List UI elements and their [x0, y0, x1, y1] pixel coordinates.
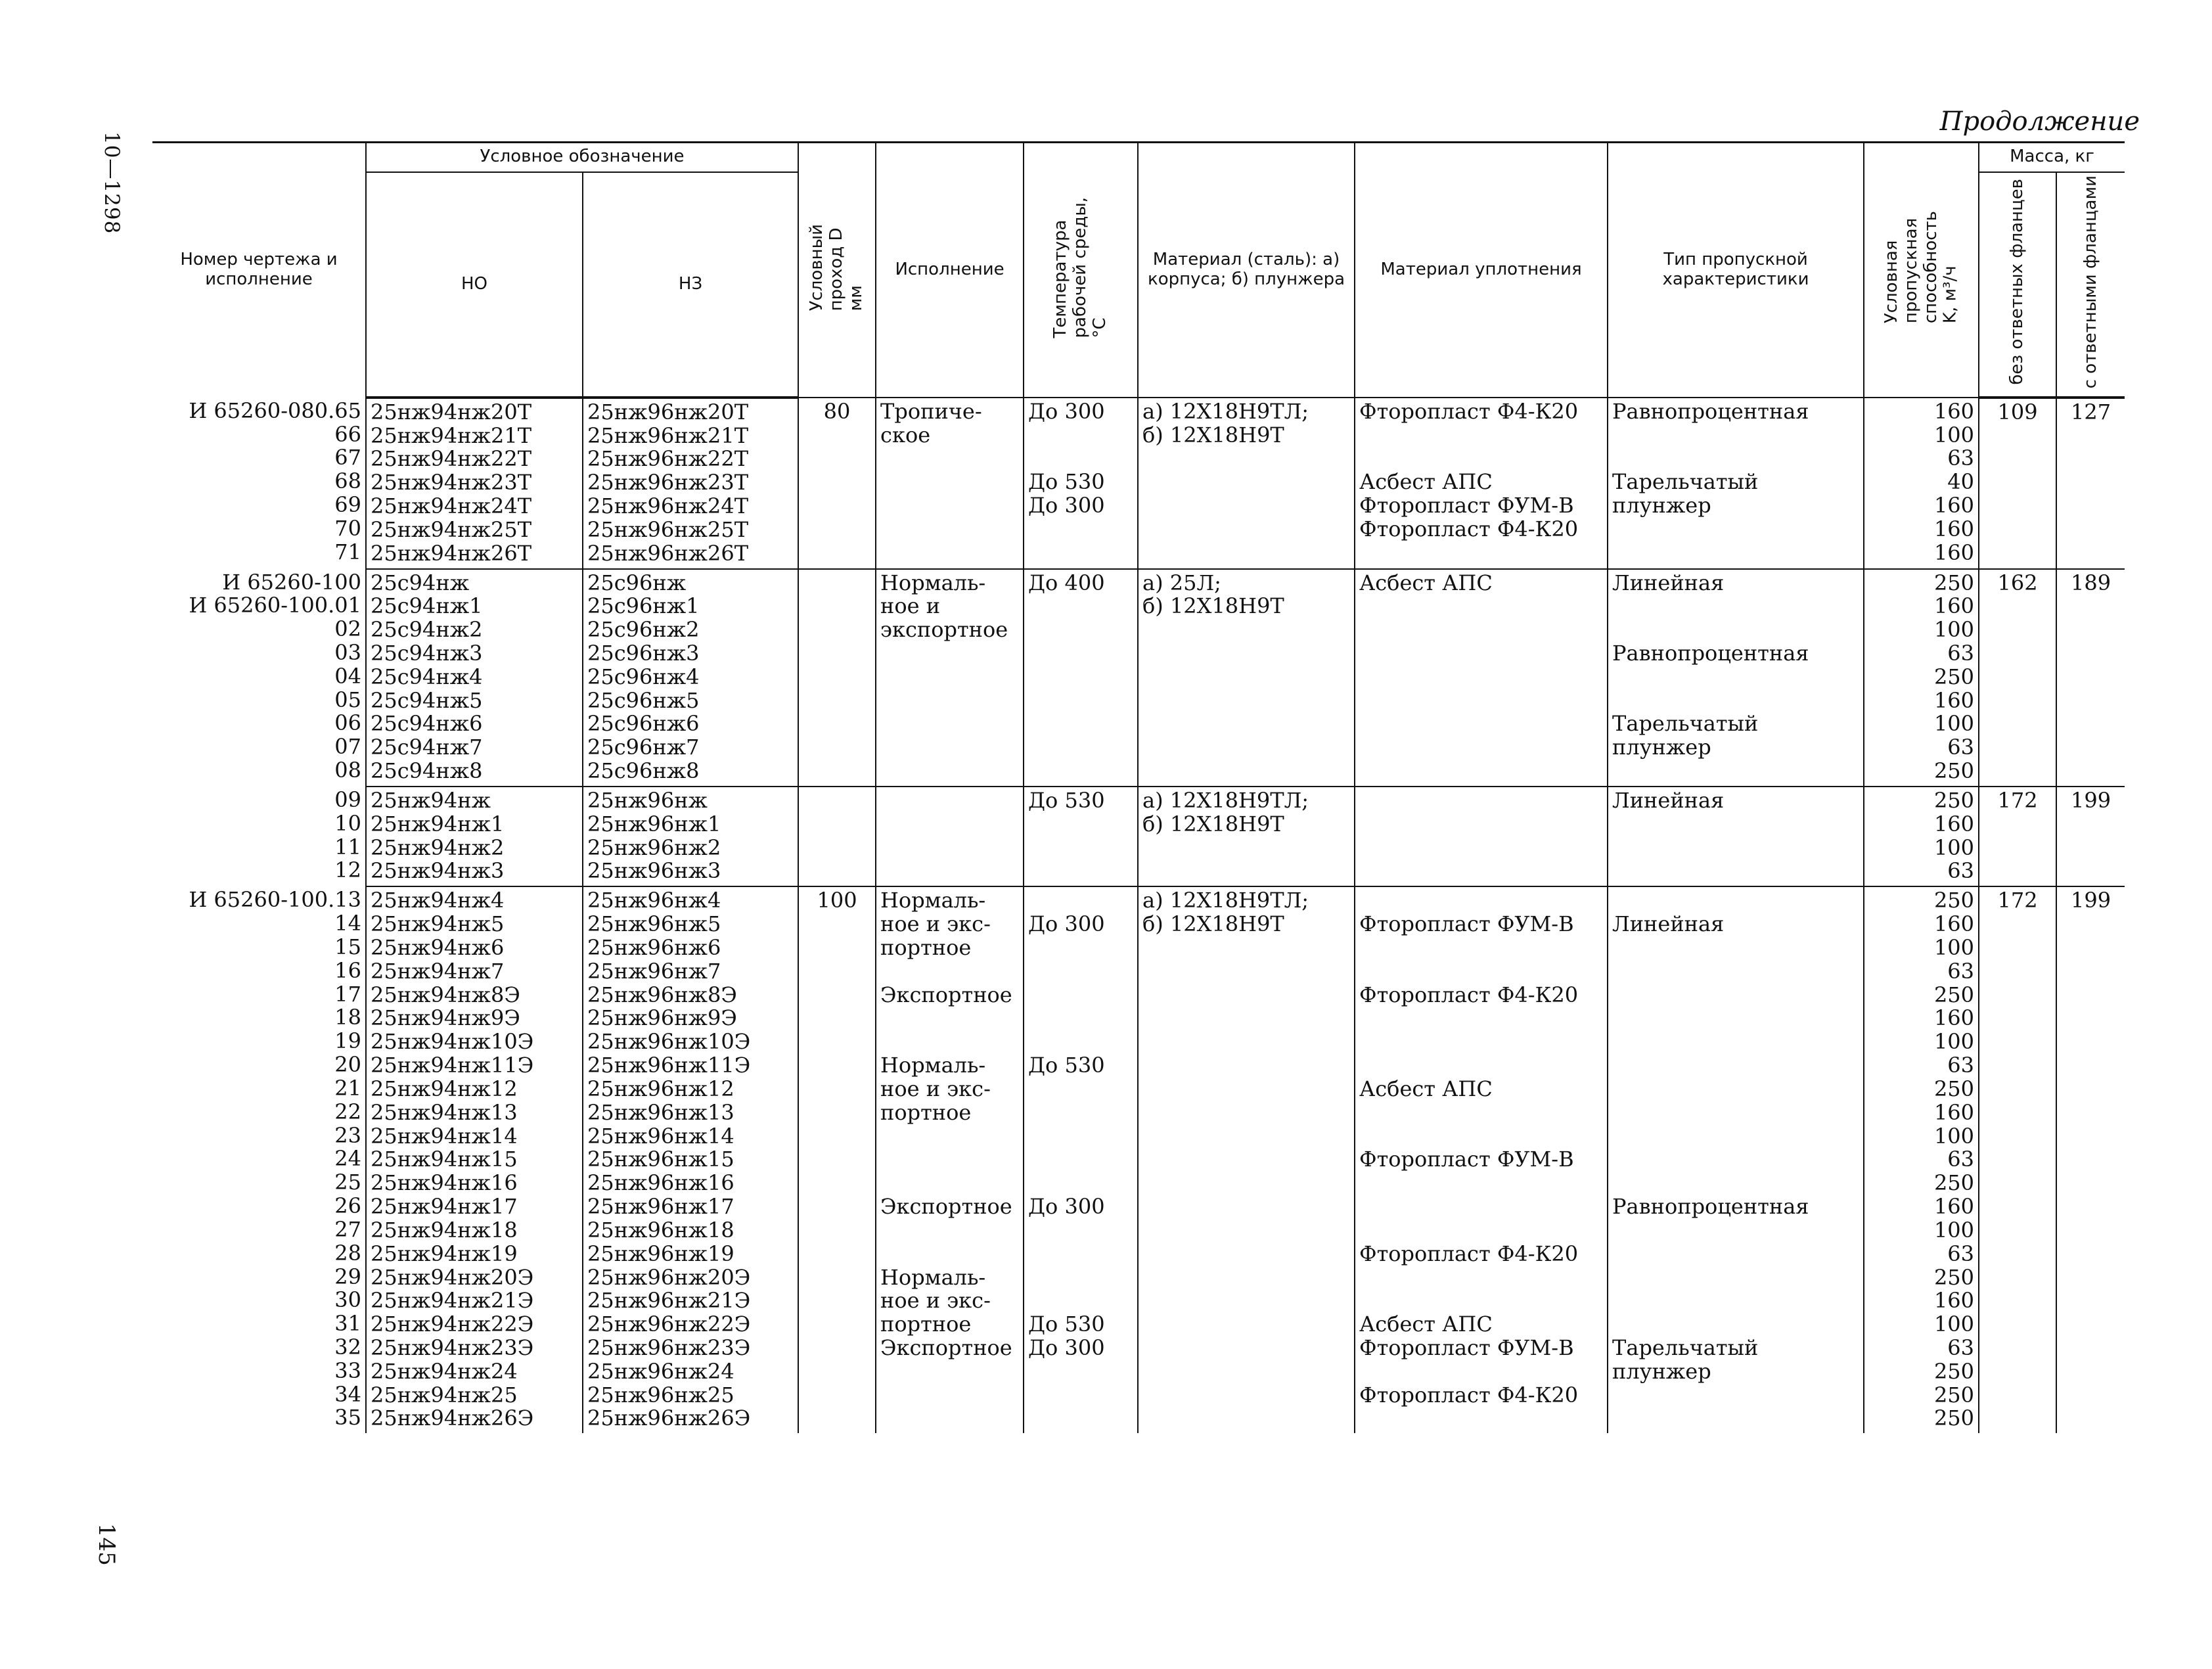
kv-cell-line: 160: [1933, 539, 1975, 565]
no-cell-line: 25с94нж: [371, 570, 470, 595]
kv-cell-line: 63: [1947, 735, 1975, 760]
nz-cell-line: 25нж96нж6: [587, 934, 721, 960]
no-cell-line: 25нж94нж20Т: [371, 399, 532, 424]
no-cell-line: 25с94нж6: [371, 711, 483, 737]
nz-cell-line: 25с96нж4: [587, 664, 700, 689]
mass-with-cell-text: 189: [2070, 570, 2111, 595]
material-cell: [1138, 787, 1355, 886]
kv-cell-line: 160: [1933, 911, 1975, 937]
table-row: [152, 787, 2125, 886]
kv-cell: [1864, 569, 1979, 787]
header-drawing: Номер чертежа и исполнение: [152, 143, 366, 398]
kv-cell-line: 160: [1933, 398, 1975, 424]
nz-cell-line: 25с96нж6: [587, 711, 700, 737]
drawing-cell-line: 16: [334, 957, 361, 983]
no-cell: [366, 787, 583, 886]
nz-cell-line: 25с96нж1: [587, 593, 700, 619]
seal-cell-text: Асбест АПС: [1359, 570, 1493, 595]
kv-cell-line: 250: [1933, 1358, 1975, 1384]
no-cell-line: 25нж94нж: [371, 787, 491, 813]
drawing-cell-line: 11: [334, 834, 361, 859]
kv-cell-line: 100: [1933, 1029, 1975, 1055]
nz-cell-line: 25нж96нж17: [587, 1194, 734, 1220]
nz-cell-line: 25нж96нж16: [587, 1170, 734, 1196]
header-temp: Температура рабочей среды, °С: [1024, 143, 1138, 398]
no-cell-line: 25нж94нж23Э: [371, 1335, 534, 1360]
nz-cell-line: 25нж96нж7: [587, 958, 721, 984]
kv-cell-line: 250: [1933, 758, 1975, 784]
drawing-cell-line: 26: [334, 1193, 361, 1219]
dn-cell: [798, 886, 876, 1433]
nz-cell-line: 25нж96нж22Т: [587, 446, 749, 472]
nz-cell-line: 25с96нж8: [587, 758, 700, 784]
no-cell-line: 25нж94нж1: [371, 811, 505, 836]
table-row: [152, 398, 2125, 569]
no-cell-line: 25нж94нж11Э: [371, 1053, 534, 1078]
seal-cell: [1355, 886, 1608, 1433]
no-cell-line: 25с94нж1: [371, 593, 483, 619]
version-cell-text: Тропиче- ское: [880, 398, 982, 447]
seal-cell: [1355, 569, 1608, 787]
drawing-cell-line: 09: [334, 787, 361, 812]
drawing-cell-line: 23: [334, 1122, 361, 1148]
kv-cell-line: 160: [1933, 1005, 1975, 1031]
no-cell-line: 25нж94нж25Т: [371, 516, 532, 542]
drawing-cell: [152, 886, 366, 1433]
version-cell: [876, 787, 1024, 886]
temp-cell-text: До 530: [1028, 787, 1105, 813]
drawing-cell-line: 68: [334, 469, 361, 494]
no-cell-line: 25нж94нж3: [371, 858, 505, 884]
drawing-cell-line: 18: [334, 1005, 361, 1030]
page-number: 145: [93, 1523, 120, 1566]
no-cell-line: 25с94нж2: [371, 617, 483, 643]
nz-cell-line: 25нж96нж15: [587, 1147, 734, 1172]
no-cell-line: 25нж94нж21Э: [371, 1288, 534, 1314]
kv-cell-line: 63: [1947, 640, 1975, 666]
kv-cell: [1864, 787, 1979, 886]
no-cell: [366, 886, 583, 1433]
table-row: [152, 569, 2125, 787]
seal-cell: [1355, 398, 1608, 569]
mass-without-cell: [1979, 787, 2056, 886]
dn-cell: [798, 787, 876, 886]
no-cell-line: 25нж94нж20Э: [371, 1264, 534, 1290]
side-label: 10—1298: [100, 131, 124, 235]
drawing-cell-line: 20: [334, 1052, 361, 1078]
mass-with-cell: [2056, 886, 2125, 1433]
material-cell: [1138, 886, 1355, 1433]
version-cell: [876, 398, 1024, 569]
nz-cell-line: 25нж96нж1: [587, 811, 721, 836]
nz-cell-line: 25нж96нж22Э: [587, 1312, 751, 1337]
no-cell-line: 25нж94нж26Т: [371, 540, 532, 566]
mass-without-cell-text: 172: [1997, 787, 2038, 813]
nz-cell-line: 25нж96нж: [587, 787, 708, 813]
kv-cell-line: 100: [1933, 1312, 1975, 1337]
kv-cell: [1864, 886, 1979, 1433]
material-cell: [1138, 569, 1355, 787]
no-cell-line: 25с94нж8: [371, 758, 483, 784]
kv-cell-line: 63: [1947, 858, 1975, 884]
drawing-cell-line: 15: [334, 934, 361, 959]
header-mass-without: без ответных фланцев: [1979, 172, 2056, 398]
no-cell-line: 25нж94нж22Э: [371, 1312, 534, 1337]
header-mass: Масса, кг: [1979, 143, 2125, 172]
nz-cell-line: 25нж96нж21Э: [587, 1288, 751, 1314]
nz-cell-line: 25нж96нж20Э: [587, 1264, 751, 1290]
nz-cell-line: 25нж96нж3: [587, 858, 721, 884]
nz-cell-line: 25с96нж3: [587, 640, 700, 666]
characteristic-cell-text: Линейная Равнопроцентная Тарельчатый плунжер: [1612, 911, 1809, 1384]
material-cell: [1138, 398, 1355, 569]
mass-with-cell-text: 199: [2070, 787, 2111, 813]
kv-cell-line: 160: [1933, 493, 1975, 518]
drawing-cell-line: 25: [334, 1170, 361, 1195]
kv-cell-line: 63: [1947, 446, 1975, 471]
nz-cell-line: 25нж96нж14: [587, 1123, 734, 1149]
drawing-cell: [152, 569, 366, 787]
kv-cell-line: 160: [1933, 1194, 1975, 1220]
drawing-cell-line: 28: [334, 1240, 361, 1266]
characteristic-cell-text: Линейная: [1612, 787, 1725, 813]
kv-cell-line: 250: [1933, 1406, 1975, 1431]
drawing-cell-line: 31: [334, 1311, 361, 1337]
kv-cell-line: 160: [1933, 687, 1975, 713]
no-cell-line: 25с94нж5: [371, 687, 483, 713]
drawing-cell-line: И 65260-080.65: [189, 398, 361, 423]
material-cell-text: а) 12Х18Н9ТЛ; б) 12Х18Н9Т: [1142, 398, 1309, 447]
continuation-label: Продолжение: [1939, 106, 2140, 137]
drawing-cell-line: 08: [334, 758, 361, 783]
no-cell-line: 25нж94нж14: [371, 1123, 518, 1149]
drawing-cell-line: 66: [334, 421, 361, 447]
kv-cell-line: 40: [1947, 469, 1975, 495]
drawing-cell-line: 03: [334, 639, 361, 665]
nz-cell-line: 25нж96нж23Э: [587, 1335, 751, 1360]
no-cell-line: 25с94нж3: [371, 640, 483, 666]
kv-cell-line: 100: [1933, 834, 1975, 860]
header-nz: НЗ: [583, 172, 798, 398]
characteristic-cell-text: Линейная Равнопроцентная Тарельчатый плунжер: [1612, 570, 1809, 760]
no-cell: [366, 398, 583, 569]
mass-without-cell-text: 162: [1997, 570, 2038, 595]
drawing-cell-line: 17: [334, 981, 361, 1007]
mass-with-cell: [2056, 787, 2125, 886]
nz-cell-line: 25с96нж5: [587, 687, 700, 713]
material-cell-text: а) 25Л; б) 12Х18Н9Т: [1142, 570, 1284, 619]
kv-cell-line: 63: [1947, 1241, 1975, 1266]
kv-cell-line: 160: [1933, 1288, 1975, 1314]
mass-without-cell: [1979, 398, 2056, 569]
kv-cell-line: 100: [1933, 1217, 1975, 1243]
mass-without-cell-text: 109: [1997, 399, 2038, 424]
header-mass-with: с ответными фланцами: [2056, 172, 2125, 398]
drawing-cell-line: 70: [334, 515, 361, 541]
characteristic-cell: [1608, 569, 1864, 787]
nz-cell-line: 25нж96нж2: [587, 834, 721, 860]
drawing-cell-line: 24: [334, 1146, 361, 1172]
temp-cell: [1024, 398, 1138, 569]
version-cell: [876, 886, 1024, 1433]
drawing-cell-line: 22: [334, 1099, 361, 1124]
nz-cell-line: 25нж96нж13: [587, 1099, 734, 1125]
temp-cell: [1024, 886, 1138, 1433]
drawing-cell-line: 02: [334, 616, 361, 642]
drawing-cell-line: 69: [334, 492, 361, 518]
kv-cell-line: 160: [1933, 593, 1975, 619]
drawing-cell-line: 21: [334, 1075, 361, 1101]
header-kv: Условная пропускная способность K, м³/ч: [1864, 143, 1979, 398]
temp-cell-text: До 300 До 530 До 300: [1028, 398, 1105, 518]
version-cell-text: Нормаль- ное и экс- портное Экспортное Нормаль- ное и экс- портное Экспортное Нормаль- ное и экс- портное Экспортное: [880, 888, 1012, 1360]
drawing-cell-line: И 65260-100: [222, 569, 361, 595]
seal-cell-text: Фторопласт Ф4-К20 Асбест АПС Фторопласт ФУМ-В Фторопласт Ф4-К20: [1359, 398, 1579, 541]
header-seal: Материал уплотнения: [1355, 143, 1608, 398]
nz-cell-line: 25нж96нж24Т: [587, 493, 749, 519]
drawing-cell-line: 12: [334, 857, 361, 883]
no-cell-line: 25нж94нж24Т: [371, 493, 532, 519]
no-cell-line: 25нж94нж17: [371, 1194, 518, 1220]
drawing-cell-line: 05: [334, 687, 361, 712]
no-cell-line: 25нж94нж26Э: [371, 1406, 534, 1431]
drawing-cell-line: И 65260-100.01: [189, 593, 361, 618]
mass-with-cell-text: 127: [2070, 399, 2111, 424]
version-cell: [876, 569, 1024, 787]
kv-cell-line: 250: [1933, 1076, 1975, 1101]
header-dn: Условный проход D мм: [798, 143, 876, 398]
no-cell-line: 25нж94нж22Т: [371, 446, 532, 472]
nz-cell-line: 25нж96нж21Т: [587, 423, 749, 448]
characteristic-cell-text: Равнопроцентная Тарельчатый плунжер: [1612, 398, 1809, 518]
characteristic-cell: [1608, 398, 1864, 569]
no-cell-line: 25нж94нж19: [371, 1241, 518, 1266]
mass-without-cell: [1979, 569, 2056, 787]
nz-cell-line: 25нж96нж11Э: [587, 1053, 751, 1078]
nz-cell-line: 25нж96нж12: [587, 1076, 734, 1101]
mass-without-cell-text: 172: [1997, 888, 2038, 913]
kv-cell-line: 250: [1933, 888, 1975, 913]
kv-cell-line: 160: [1933, 1099, 1975, 1125]
kv-cell-line: 100: [1933, 1123, 1975, 1149]
drawing-cell-line: 33: [334, 1358, 361, 1383]
no-cell-line: 25нж94нж5: [371, 911, 505, 937]
header-designation: Условное обозначение: [366, 143, 798, 172]
kv-cell-line: 100: [1933, 422, 1975, 447]
mass-with-cell: [2056, 569, 2125, 787]
drawing-cell-line: 67: [334, 445, 361, 470]
nz-cell-line: 25нж96нж10Э: [587, 1029, 751, 1055]
header-material: Материал (сталь): а) корпуса; б) плунжера: [1138, 143, 1355, 398]
header-characteristic: Тип пропускной характеристики: [1608, 143, 1864, 398]
no-cell-line: 25нж94нж9Э: [371, 1005, 520, 1031]
no-cell-line: 25нж94нж15: [371, 1147, 518, 1172]
mass-with-cell-text: 199: [2070, 888, 2111, 913]
no-cell-line: 25нж94нж18: [371, 1217, 518, 1243]
no-cell-line: 25нж94нж6: [371, 934, 505, 960]
nz-cell-line: 25нж96нж25Т: [587, 516, 749, 542]
drawing-cell-line: 34: [334, 1381, 361, 1407]
nz-cell: [583, 569, 798, 787]
dn-cell-text: 100: [817, 888, 857, 913]
characteristic-cell: [1608, 886, 1864, 1433]
no-cell-line: 25нж94нж12: [371, 1076, 518, 1101]
kv-cell-line: 63: [1947, 958, 1975, 984]
seal-cell: [1355, 787, 1608, 886]
drawing-cell-line: 30: [334, 1287, 361, 1313]
kv-cell-line: 250: [1933, 982, 1975, 1007]
kv-cell-line: 63: [1947, 1335, 1975, 1360]
kv-cell-line: 250: [1933, 1170, 1975, 1196]
nz-cell-line: 25с96нж7: [587, 735, 700, 760]
temp-cell-text: До 300 До 530 До 300 До 530 До 300: [1028, 911, 1105, 1360]
temp-cell: [1024, 787, 1138, 886]
kv-cell-line: 250: [1933, 787, 1975, 813]
nz-cell-line: 25нж96нж26Т: [587, 540, 749, 566]
mass-with-cell: [2056, 398, 2125, 569]
no-cell-line: 25нж94нж23Т: [371, 470, 532, 495]
nz-cell-line: 25нж96нж8Э: [587, 982, 737, 1007]
nz-cell-line: 25с96нж2: [587, 617, 700, 643]
valve-table: [152, 141, 2125, 1433]
kv-cell-line: 160: [1933, 516, 1975, 541]
nz-cell-line: 25нж96нж25: [587, 1382, 734, 1407]
drawing-cell-line: 06: [334, 710, 361, 736]
nz-cell-line: 25нж96нж9Э: [587, 1005, 737, 1031]
kv-cell-line: 100: [1933, 711, 1975, 737]
no-cell-line: 25с94нж7: [371, 735, 483, 760]
drawing-cell-line: 04: [334, 663, 361, 689]
kv-cell-line: 250: [1933, 664, 1975, 689]
seal-cell-text: Фторопласт ФУМ-В Фторопласт Ф4-К20 Асбест АПС Фторопласт ФУМ-В Фторопласт Ф4-К20 Асбест АПС Фторопласт ФУМ-В Фторопласт Ф4-К20: [1359, 911, 1579, 1407]
kv-cell-line: 250: [1933, 1382, 1975, 1407]
drawing-cell: [152, 398, 366, 569]
no-cell-line: 25с94нж4: [371, 664, 483, 689]
version-cell-text: Нормаль- ное и экспортное: [880, 570, 1008, 643]
kv-cell-line: 63: [1947, 1147, 1975, 1172]
nz-cell-line: 25с96нж: [587, 570, 687, 595]
drawing-cell-line: 29: [334, 1264, 361, 1289]
characteristic-cell: [1608, 787, 1864, 886]
no-cell-line: 25нж94нж7: [371, 958, 505, 984]
no-cell-line: 25нж94нж25: [371, 1382, 518, 1407]
nz-cell: [583, 398, 798, 569]
temp-cell-text: До 400: [1028, 570, 1105, 595]
drawing-cell-line: И 65260-100.13: [189, 887, 361, 913]
kv-cell-line: 100: [1933, 617, 1975, 643]
nz-cell-line: 25нж96нж20Т: [587, 399, 749, 424]
drawing-cell-line: 35: [334, 1405, 361, 1430]
no-cell-line: 25нж94нж8Э: [371, 982, 520, 1007]
nz-cell-line: 25нж96нж18: [587, 1217, 734, 1243]
table-row: [152, 886, 2125, 1433]
drawing-cell: [152, 787, 366, 886]
no-cell-line: 25нж94нж16: [371, 1170, 518, 1196]
kv-cell-line: 100: [1933, 934, 1975, 960]
no-cell-line: 25нж94нж13: [371, 1099, 518, 1125]
temp-cell: [1024, 569, 1138, 787]
drawing-cell-line: 10: [334, 810, 361, 836]
nz-cell-line: 25нж96нж19: [587, 1241, 734, 1266]
drawing-cell-line: 71: [334, 539, 361, 564]
drawing-cell-line: 19: [334, 1028, 361, 1054]
kv-cell-line: 250: [1933, 570, 1975, 595]
nz-cell: [583, 886, 798, 1433]
nz-cell-line: 25нж96нж4: [587, 888, 721, 913]
dn-cell-text: 80: [823, 398, 851, 424]
nz-cell-line: 25нж96нж5: [587, 911, 721, 937]
drawing-cell-line: 07: [334, 734, 361, 760]
no-cell-line: 25нж94нж10Э: [371, 1029, 534, 1055]
no-cell: [366, 569, 583, 787]
no-cell-line: 25нж94нж4: [371, 888, 505, 913]
material-cell-text: а) 12Х18Н9ТЛ; б) 12Х18Н9Т: [1142, 787, 1309, 836]
nz-cell-line: 25нж96нж23Т: [587, 470, 749, 495]
no-cell-line: 25нж94нж2: [371, 834, 505, 860]
header-no: НО: [366, 172, 583, 398]
kv-cell-line: 160: [1933, 811, 1975, 836]
header-version: Исполнение: [876, 143, 1024, 398]
no-cell-line: 25нж94нж21Т: [371, 423, 532, 448]
drawing-cell-line: 27: [334, 1216, 361, 1242]
mass-without-cell: [1979, 886, 2056, 1433]
nz-cell-line: 25нж96нж24: [587, 1358, 734, 1384]
nz-cell-line: 25нж96нж26Э: [587, 1406, 751, 1431]
material-cell-text: а) 12Х18Н9ТЛ; б) 12Х18Н9Т: [1142, 888, 1309, 937]
drawing-cell-line: 32: [334, 1335, 361, 1360]
dn-cell: [798, 569, 876, 787]
kv-cell-line: 63: [1947, 1053, 1975, 1078]
kv-cell: [1864, 398, 1979, 569]
no-cell-line: 25нж94нж24: [371, 1358, 518, 1384]
dn-cell: [798, 398, 876, 569]
nz-cell: [583, 787, 798, 886]
kv-cell-line: 250: [1933, 1264, 1975, 1290]
drawing-cell-line: 14: [334, 911, 361, 936]
